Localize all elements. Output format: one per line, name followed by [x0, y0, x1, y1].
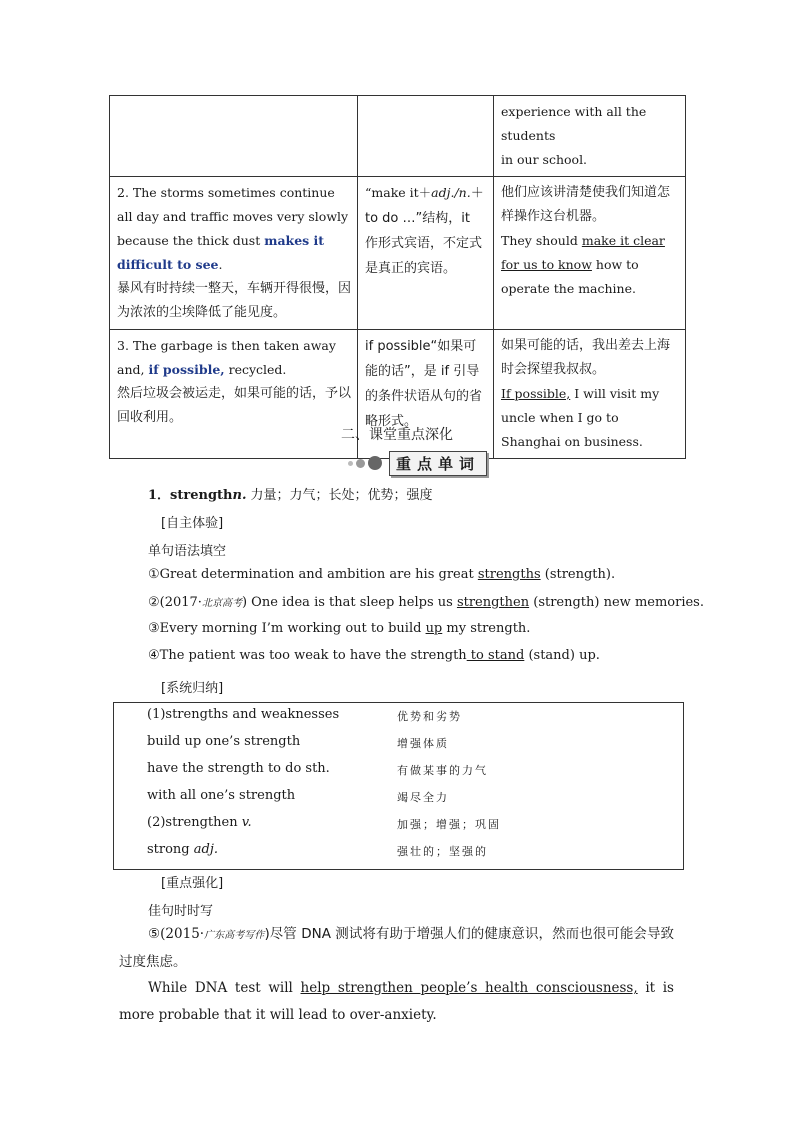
exercise-prompt: 如果可能的话，我出差去上海时会探望我叔叔。 [501, 338, 671, 377]
table-cell [494, 177, 686, 330]
table-cell [494, 96, 686, 177]
answer-text: help strengthen people’s health consciousness, [300, 980, 638, 996]
answer-text: If possible, [501, 386, 571, 401]
exercise-title: 佳句时时写 [148, 904, 214, 919]
exercise-text: They should [501, 233, 582, 248]
entry-number: 1． [148, 488, 171, 503]
subheading: [系统归纳] [161, 681, 224, 696]
exercise-item: ①Great determination and ambition are his great strengths (strength). [148, 567, 616, 582]
entry-meaning: 力量；力气；长处；优势；强度 [250, 488, 433, 503]
note-italic: adj./n. [431, 185, 471, 200]
summary-meaning: 增强体质 [397, 737, 449, 750]
answer-text: make it clear for us to know [501, 233, 665, 272]
section-title: 二、课堂重点深化 [341, 427, 453, 443]
exercise-text: how to operate the machine. [501, 257, 639, 296]
summary-meaning: 加强；增强；巩固 [397, 818, 501, 831]
source-tag: 北京高考 [201, 598, 242, 609]
exercise-item: ②(2017·北京高考) One idea is that sleep helps us strengthen (strength) new memories. [148, 595, 704, 610]
summary-phrase: (1)strengths and weaknesses [147, 707, 340, 722]
sentence-text: 2. The storms sometimes continue all day and traffic moves very slowly because the thick dust [117, 185, 349, 248]
grammar-table [109, 95, 686, 459]
highlight-phrase: makes it difficult to see [117, 233, 325, 272]
entry-word: strength [170, 488, 233, 503]
exercise-prompt: 他们应该讲清楚使我们知道怎样操作这台机器。 [501, 185, 671, 224]
summary-meaning: 强壮的；坚强的 [397, 845, 488, 858]
note-text: ＋to do …”结构，it 作形式宾语，不定式是真正的宾语。 [365, 186, 484, 276]
summary-meaning: 竭尽全力 [397, 791, 449, 804]
translation-item: ⑤(2015·广东高考写作)尽管 DNA 测试将有助于增强人们的健康意识，然而也很可能会导致过度焦虑。 [119, 926, 674, 970]
table-cell [358, 96, 494, 177]
summary-phrase: have the strength to do sth. [147, 761, 330, 776]
summary-box [113, 702, 684, 870]
summary-meaning: 优势和劣势 [397, 710, 462, 723]
table-cell [110, 177, 358, 330]
summary-phrase: (2)strengthen v. [147, 815, 252, 830]
answer-text: strengths [477, 567, 541, 582]
note-text: if possible“如果可能的话”，是 if 引导的条件状语从句的省略形式。 [365, 339, 483, 429]
exercise-text: I will visit my uncle when I go to Shanghai on business. [501, 386, 660, 449]
source-tag: 广东高考写作 [204, 930, 265, 941]
table-row [110, 96, 686, 177]
subheading: [自主体验] [161, 516, 224, 531]
summary-phrase: build up one’s strength [147, 734, 301, 749]
cell-line: in our school. [501, 152, 588, 167]
exercise-item: ③Every morning I’m working out to build up my strength. [148, 621, 531, 636]
sentence-text: 3. The garbage is then taken away and, [117, 338, 336, 377]
answer-text: strengthen [456, 595, 530, 610]
sentence-text: . [218, 257, 223, 272]
entry-heading [148, 484, 433, 503]
table-cell [358, 177, 494, 330]
summary-phrase: with all one’s strength [147, 788, 296, 803]
answer-text: up [425, 621, 443, 636]
sentence-text: recycled. [224, 362, 287, 377]
exercise-title: 单句语法填空 [148, 544, 227, 559]
banner-label: 重点单词 [389, 451, 487, 476]
summary-meaning: 有做某事的力气 [397, 764, 488, 777]
translation-text: 暴风有时持续一整天，车辆开得很慢，因为浓浓的尘埃降低了能见度。 [117, 281, 352, 320]
table-cell [110, 96, 358, 177]
note-text: “make it＋ [365, 185, 432, 200]
exercise-item: ④The patient was too weak to have the strength to stand (stand) up. [148, 648, 600, 663]
table-row [110, 177, 686, 330]
dots-icon [348, 456, 385, 470]
entry-pos: n. [232, 488, 247, 503]
translation-text: 然后垃圾会被运走，如果可能的话，予以回收利用。 [117, 386, 352, 425]
vocab-banner [348, 452, 487, 474]
summary-phrase: strong adj. [147, 842, 219, 857]
cell-line: experience with all the students [501, 104, 647, 143]
answer-paragraph: While DNA test will help strengthen people’s health consciousness, it is more probable that it will lead to over-anxiety. [119, 980, 674, 1023]
subheading: [重点强化] [161, 876, 224, 891]
highlight-phrase: if possible, [148, 362, 225, 377]
answer-text: to stand [466, 648, 525, 663]
